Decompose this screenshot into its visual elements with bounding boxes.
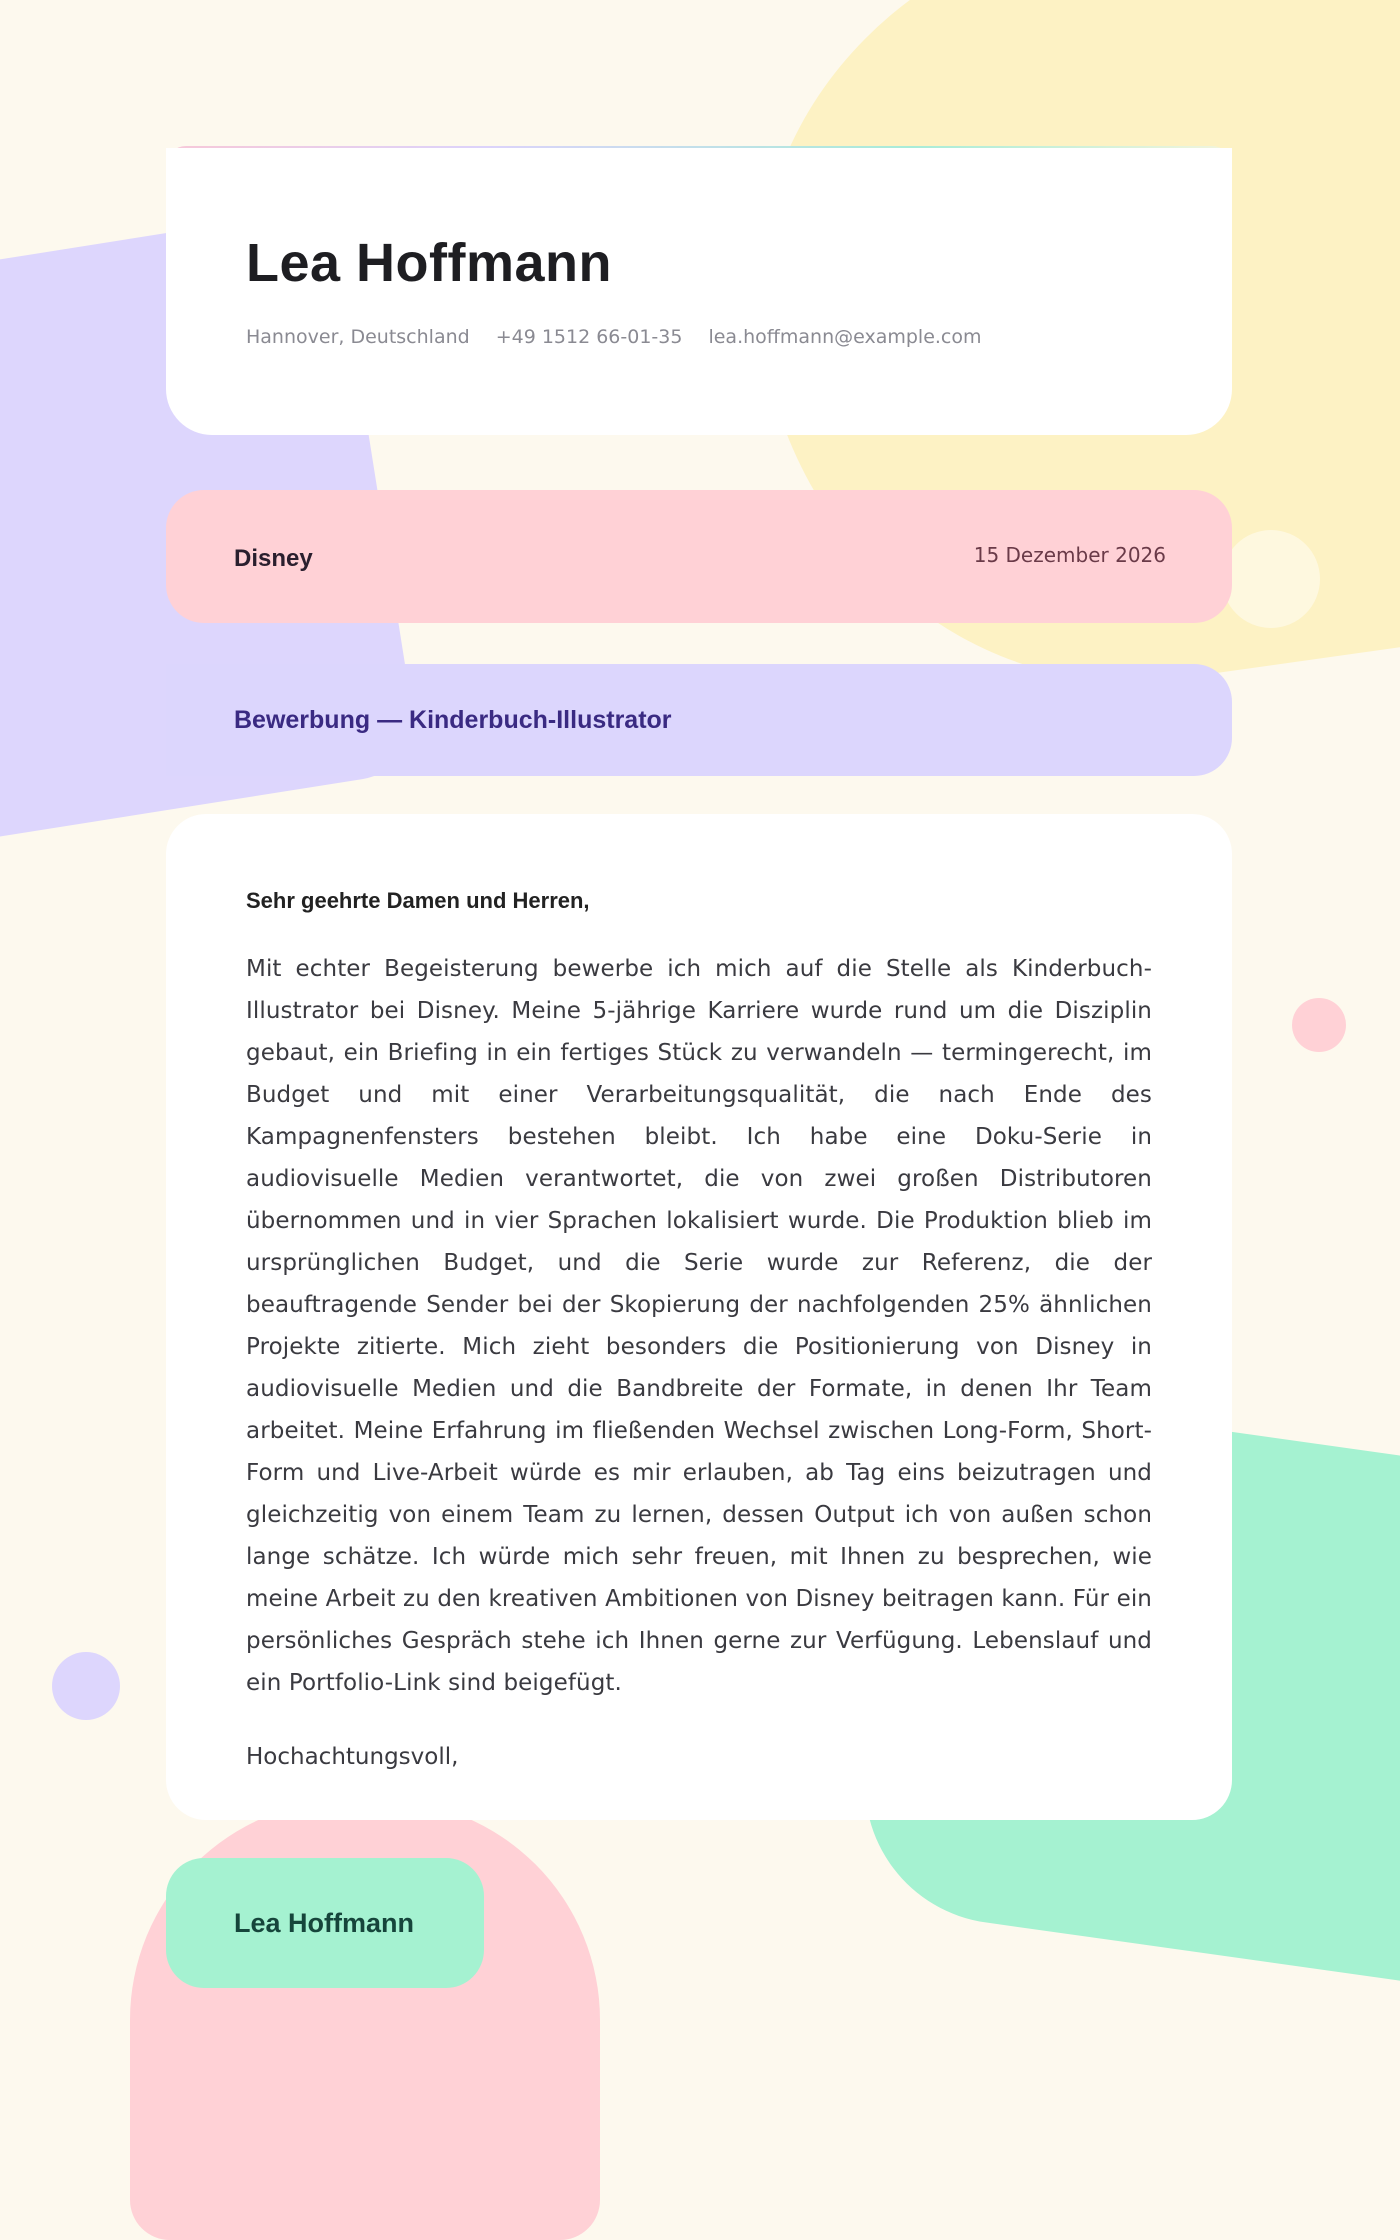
- applicant-name: Lea Hoffmann: [246, 233, 613, 293]
- letter-date: 15 Dezember 2026: [973, 542, 1166, 567]
- decor-dot-cream: [1222, 530, 1320, 628]
- letter-closing: Hochachtungsvoll,: [246, 1744, 459, 1770]
- subject-card: [166, 664, 1232, 776]
- header-card: [166, 148, 1232, 435]
- signature-name: Lea Hoffmann: [234, 1908, 415, 1938]
- recipient-card: [166, 490, 1232, 623]
- contact-email: lea.hoffmann@example.com: [708, 326, 982, 348]
- letter-paragraph: Mit echter Begeisterung bewerbe ich mich auf die Stelle als Kinderbuch-Illustrator bei Disney. Meine 5-jährige Karriere wurde rund um die Disziplin gebaut, ein Briefing in ein fertiges Stück zu verwandeln — termingerecht, im Budget und mit einer Verarbeitungsqualität, die nach Ende des Kampagnenfensters bestehen bleibt. Ich habe eine Doku-Serie in audiovisuelle Medien verantwortet, die von zwei großen Distributoren übernommen und in vier Sprachen lokalisiert wurde. Die Produktion blieb im ursprünglichen Budget, und die Serie wurde zur Referenz, die der beauftragende Sender bei der Skopierung der nachfolgenden 25% ähnlichen Projekte zitierte. Mich zieht besonders die Positionierung von Disney in audiovisuelle Medien und die Bandbreite der Formate, in denen Ihr Team arbeitet. Meine Erfahrung im fließenden Wechsel zwischen Long-Form, Short-Form und Live-Arbeit würde es mir erlauben, ab Tag eins beizutragen und gleichzeitig von einem Team zu lernen, dessen Output ich von außen schon lange schätze. Ich würde mich sehr freuen, mit Ihnen zu besprechen, wie meine Arbeit zu den kreativen Ambitionen von Disney beitragen kann. Für ein persönliches Gespräch stehe ich Ihnen gerne zur Verfügung. Lebenslauf und ein Portfolio-Link sind beigefügt.: [246, 956, 1152, 1696]
- contact-line: [246, 326, 1152, 348]
- contact-location: Hannover, Deutschland: [246, 326, 470, 348]
- decor-dot-pink: [1292, 998, 1346, 1052]
- recipient-company: Disney: [234, 544, 313, 572]
- contact-phone: +49 1512 66-01-35: [495, 326, 683, 348]
- letter-greeting: Sehr geehrte Damen und Herren,: [246, 888, 590, 913]
- letter-subject: Bewerbung — Kinderbuch-Illustrator: [234, 705, 672, 734]
- decor-dot-purple: [52, 1652, 120, 1720]
- letter-body-card: [166, 814, 1232, 1820]
- signature-card: [166, 1858, 484, 1988]
